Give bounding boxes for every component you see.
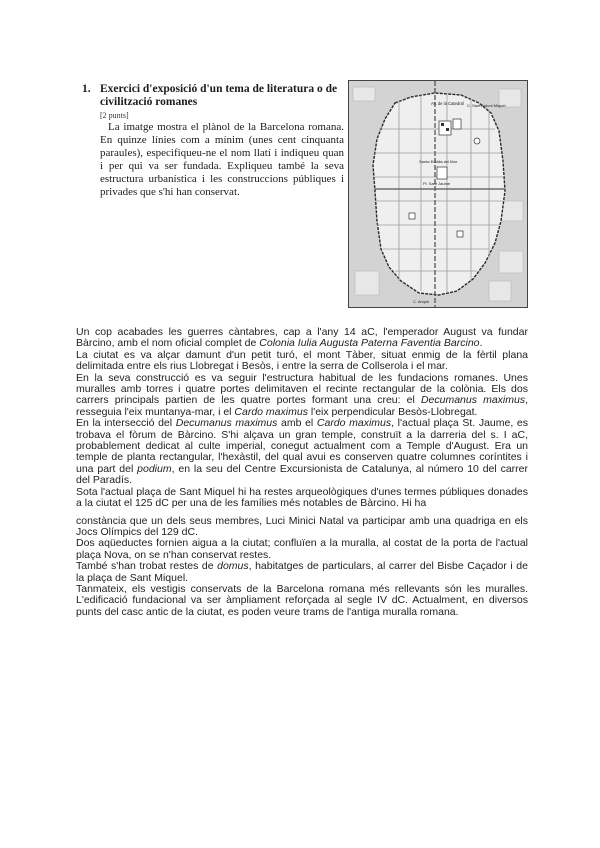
- text-run: , en la seu del Centre Excursionista de Catalunya, al número 10 del carrer del Paradís.: [76, 462, 528, 487]
- essay-paragraph: [76, 418, 528, 486]
- latin-name: Colonia Iulia Augusta Paterna Faventia Barcino: [259, 337, 480, 350]
- essay-paragraph: [76, 327, 528, 350]
- exercise-points: [2 punts]: [100, 111, 129, 120]
- essay-paragraph: Dos aqüeductes fornien aigua a la ciutat; confluïen a la muralla, al costat de la porta de l'actual plaça Nova, on se n'han conservat restes.: [76, 537, 528, 561]
- text-run: .: [479, 337, 483, 350]
- essay-paragraph: La ciutat es va alçar damunt d'un petit turó, el mont Tàber, situat enmig de la fèrtil plana delimitada entre els rius Llobregat i Besòs, i entre la serra de Collserola i el mar.: [76, 348, 528, 373]
- city-plan-image: [349, 81, 527, 307]
- essay-paragraph: [76, 561, 528, 584]
- latin-term: Decumanus maximus: [175, 417, 278, 430]
- text-run: , habitatges de particulars, al carrer del Bisbe Caçador i de la plaça de Sant Miquel.: [76, 560, 528, 584]
- exercise-block: [82, 83, 344, 199]
- text-run: , resseguia l'eix muntanya-mar, i el: [76, 394, 529, 418]
- map-label-top: Av. de la Catedral: [431, 101, 464, 106]
- text-run: També s'han trobat restes de: [76, 560, 218, 573]
- text-run: En la intersecció del: [76, 417, 176, 430]
- exercise-title: Exercici d'exposició d'un tema de literatura o de civilització romanes: [100, 83, 338, 108]
- latin-term: Decumanus maximus: [420, 394, 526, 407]
- roman-barcelona-map: [348, 80, 528, 308]
- essay-text: [76, 327, 528, 618]
- essay-paragraph: Sota l'actual plaça de Sant Miquel hi ha restes arqueològiques d'unes termes públiques donades a la ciutat el 125 dC per una de les famílies més notables de Bàrcino. Hi ha: [76, 485, 528, 510]
- text-run: En la seva construcció es va seguir l'estructura habitual de les fundacions romanes. Unes muralles amb torres i quatre portes delimitaven el recinte rectangular de la colònia. Els dos carrers principals partien de les quatre portes formant una creu: el: [76, 371, 528, 407]
- latin-term: podium: [137, 462, 172, 475]
- exercise-prompt: La imatge mostra el plànol de la Barcelona romana. En quinze línies com a mínim (unes cent cinquanta paraules), especifiqueu-ne el nom llatí i indiqueu quan i per qui va ser fundada. Expliqueu també la seva estructura urbanística i les construccions públiques i privades que s'hi han conservat.: [100, 121, 344, 198]
- text-run: Un cop acabades les guerres càntabres, cap a l'any 14 aC, l'emperador August va fundar Bàrcino, amb el nom oficial complet de: [76, 326, 528, 350]
- map-label-center2: Pl. Sant Jaume: [423, 181, 451, 186]
- exercise-number: 1.: [82, 83, 91, 95]
- map-label-center: Santa Eulàlia del Mar: [419, 159, 458, 164]
- latin-term: Cardo maximus: [234, 405, 308, 418]
- text-run: , l'actual plaça St. Jaume, es trobava el fòrum de Bàrcino. S'hi alçava un gran temple, construït a la darreria del s. I aC, probablement dedicat al culte imperial, conegut actualment com a Temple d'August. Era un temple de planta rectangular, l'hexàstil, del qual avui es conserven quatre columnes coríntites i una part del: [76, 417, 528, 475]
- latin-term: domus: [217, 560, 249, 573]
- latin-term: Cardo maximus: [316, 417, 392, 430]
- essay-paragraph: [76, 373, 528, 419]
- text-run: l'eix perpendicular Besòs-Llobregat.: [307, 405, 478, 418]
- map-label-right: C. Sant Antoni Miquel: [467, 103, 506, 108]
- essay-paragraph: constància que un dels seus membres, Luci Minici Natal va participar amb una quadriga en els Jocs Olímpics del 129 dC.: [76, 514, 528, 538]
- exercise-heading: [82, 83, 344, 109]
- text-run: amb el: [277, 417, 317, 430]
- essay-paragraph: Tanmateix, els vestigis conservats de la Barcelona romana més rellevants són les muralles. L'edificació fundacional va ser àmpliament reforçada al segle IV dC. Actualment, en diversos punts del casc antic de la ciutat, es poden veure trams de l'antiga muralla romana.: [76, 582, 528, 618]
- map-label-bottom: C. Ample: [413, 299, 430, 304]
